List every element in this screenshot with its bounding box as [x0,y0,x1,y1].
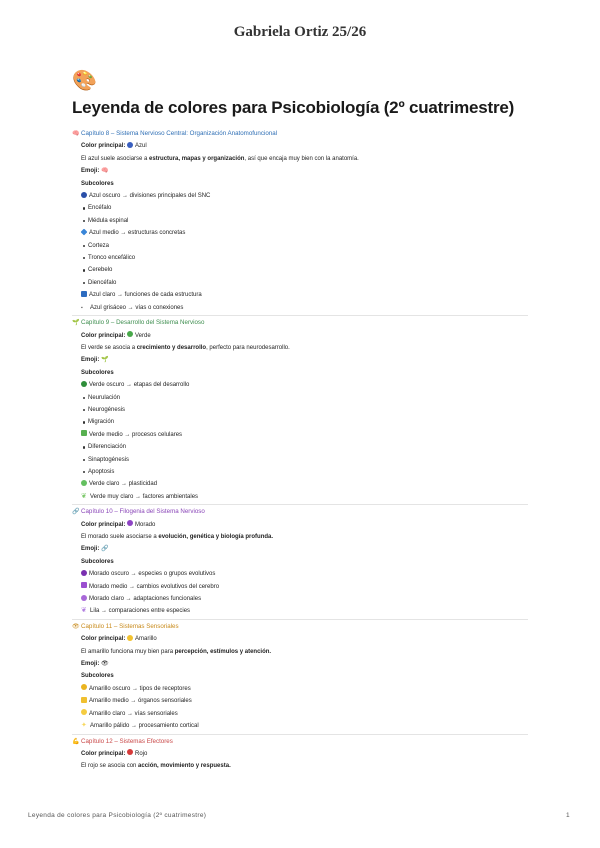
subcolor-label: Verde muy claro → factores ambientales [90,493,199,500]
subcolor-label: Azul medio → estructuras concretas [89,230,186,237]
subcolor-label: Morado oscuro → especies o grupos evolutivos [89,571,216,578]
emoji-value: 👁 [101,661,109,668]
subcolors-heading: Subcolores [81,180,114,187]
subcolor-label: Azul grisáceo → vías o conexiones [90,304,184,311]
subcolor-item [72,593,528,605]
chapter-heading [72,621,528,633]
sparkle-icon: ✦ [81,722,87,730]
principal-color-value: Amarillo [135,636,157,643]
subcolor-item [72,289,528,301]
list-item: Apoptosis [72,466,528,478]
principal-color-value: Verde [135,332,151,339]
list-item: Encéfalo [72,202,528,214]
principal-color-row [72,330,528,342]
description-text: El azul suele asociarse a [81,155,150,162]
emoji-label: Emoji: [81,357,102,364]
emoji-value: 🧠 [101,168,109,175]
dash-icon: ▪ [81,304,83,311]
chapter-icon: 🔗 [72,509,80,516]
section-description [72,760,528,772]
chapter-heading [72,506,528,518]
color-swatch-dot-icon [81,595,87,601]
color-swatch-square-icon [81,582,87,588]
list-item: Corteza [72,240,528,252]
color-swatch-square-icon [81,697,87,703]
subcolor-item [72,695,528,707]
subcolor-item [72,190,528,202]
subcolor-item [72,429,528,441]
subcolor-label: Amarillo medio → órganos sensoriales [89,698,192,705]
page-footer-title: Leyenda de colores para Psicobiología (2º cuatrimestre) [28,812,207,819]
emoji-label: Emoji: [81,546,102,553]
color-swatch-dot-icon [81,381,87,387]
principal-color-row [72,140,528,152]
principal-color-value: Azul [135,143,147,150]
emoji-row [72,165,528,177]
description-text: , así que encaja muy bien con la anatomía. [244,155,359,162]
subcolors-heading: Subcolores [81,673,114,680]
leaf-icon: ❦ [81,492,87,500]
principal-swatch-icon [127,749,133,755]
list-item: Diencéfalo [72,277,528,289]
emoji-row [72,658,528,670]
description-text: El amarillo funciona muy bien para [81,648,175,655]
principal-color-label: Color principal: [81,521,128,528]
color-swatch-dot-icon [81,570,87,576]
chapter-heading [72,128,528,140]
principal-color-value: Morado [135,521,156,528]
subcolor-label: Amarillo claro → vías sensoriales [89,710,178,717]
chapter-icon: 🌱 [72,320,80,327]
color-swatch-dot-icon [81,684,87,690]
color-swatch-square-icon [81,291,87,297]
palette-icon: 🎨 [72,70,97,92]
subcolor-label: Verde oscuro → etapas del desarrollo [89,382,190,389]
chapter-heading-text: Capítulo 8 – Sistema Nervioso Central: Organización Anatomofuncional [81,130,278,137]
principal-color-value: Rojo [135,750,148,757]
page-number: 1 [566,812,570,819]
section-description [72,342,528,354]
subcolor-item [72,605,528,617]
description-emphasis: evolución, genética y biología profunda. [158,534,274,540]
principal-color-label: Color principal: [81,143,128,150]
section-description [72,153,528,165]
list-item: Migración [72,416,528,428]
description-emphasis: crecimiento y desarrollo [136,344,207,351]
list-item: Diferenciación [72,441,528,453]
color-swatch-dot-icon [81,192,87,198]
chapter-heading [72,736,528,748]
principal-color-row [72,633,528,645]
chapter-heading-text: Capítulo 12 – Sistemas Efectores [81,737,173,745]
principal-color-label: Color principal: [81,636,128,643]
description-text: El verde se asocia a [81,344,137,351]
subcolor-label: Azul oscuro → divisiones principales del SNC [89,193,211,200]
subcolor-label: Amarillo pálido → procesamiento cortical [90,723,199,730]
subcolor-label: Verde claro → plasticidad [89,481,158,488]
section-description [72,646,528,658]
list-item: Neurogénesis [72,404,528,416]
subcolor-label: Verde medio → procesos celulares [89,431,183,438]
principal-color-row [72,748,528,760]
subcolor-item [72,227,528,239]
subcolor-item [72,708,528,720]
subcolor-label: Amarillo oscuro → tipos de receptores [89,685,191,692]
principal-swatch-icon [127,142,133,148]
chapter-icon: 👁 [72,623,80,630]
subcolor-label: Lila → comparaciones entre especies [90,608,191,615]
section-description [72,531,528,543]
subcolor-item [72,302,528,314]
section-divider [72,619,528,620]
description-text: El morado suele asociarse a [81,534,159,540]
section-divider [72,315,528,316]
list-item: Cerebelo [72,264,528,276]
document-title: Leyenda de colores para Psicobiología (2º cuatrimestre) [72,98,515,117]
leaf-icon: ❦ [81,607,87,615]
principal-color-row [72,519,528,531]
description-emphasis: percepción, estímulos y atención. [174,648,272,655]
principal-swatch-icon [127,635,133,641]
chapter-heading-text: Capítulo 10 – Filogenia del Sistema Nervioso [81,508,205,516]
subcolors-heading: Subcolores [81,369,114,376]
subcolor-item [72,683,528,695]
emoji-value: 🌱 [101,357,109,364]
description-text: , perfecto para neurodesarrollo. [206,344,290,351]
principal-color-label: Color principal: [81,750,128,757]
description-text: El rojo se asocia con [81,763,139,770]
subcolor-label: Morado medio → cambios evolutivos del cerebro [89,583,220,590]
subcolor-item [72,379,528,391]
description-emphasis: acción, movimiento y respuesta. [138,763,231,770]
list-item: Tronco encefálico [72,252,528,264]
list-item: Neurulación [72,392,528,404]
color-swatch-square-icon [81,430,87,436]
list-item: Médula espinal [72,215,528,227]
emoji-value: 🔗 [101,546,109,553]
color-swatch-dot-icon [81,480,87,486]
subcolor-item [72,581,528,593]
color-swatch-dot-icon [81,709,87,715]
emoji-row [72,354,528,366]
section-divider [72,734,528,735]
section-divider [72,504,528,505]
chapter-heading-text: Capítulo 11 – Sistemas Sensoriales [81,622,179,630]
subcolor-item [72,491,528,503]
chapter-heading [72,317,528,329]
subcolor-label: Morado claro → adaptaciones funcionales [89,596,202,603]
list-item: Sinaptogénesis [72,454,528,466]
principal-swatch-icon [127,331,133,337]
emoji-label: Emoji: [81,168,102,175]
emoji-row [72,543,528,555]
description-emphasis: estructura, mapas y organización [149,155,245,162]
chapter-heading-text: Capítulo 9 – Desarrollo del Sistema Nervioso [81,319,205,327]
principal-color-label: Color principal: [81,332,128,339]
subcolor-item [72,720,528,732]
subcolors-heading: Subcolores [81,558,114,565]
subcolor-item [72,568,528,580]
legend-content [72,128,528,773]
subcolor-item [72,478,528,490]
chapter-icon: 💪 [72,738,80,745]
page-header-author: Gabriela Ortiz 25/26 [233,24,367,40]
chapter-icon: 🧠 [72,131,80,137]
principal-swatch-icon [127,520,133,526]
subcolor-label: Azul claro → funciones de cada estructura [89,292,202,299]
emoji-label: Emoji: [81,661,102,668]
color-swatch-diamond-icon [81,228,88,235]
